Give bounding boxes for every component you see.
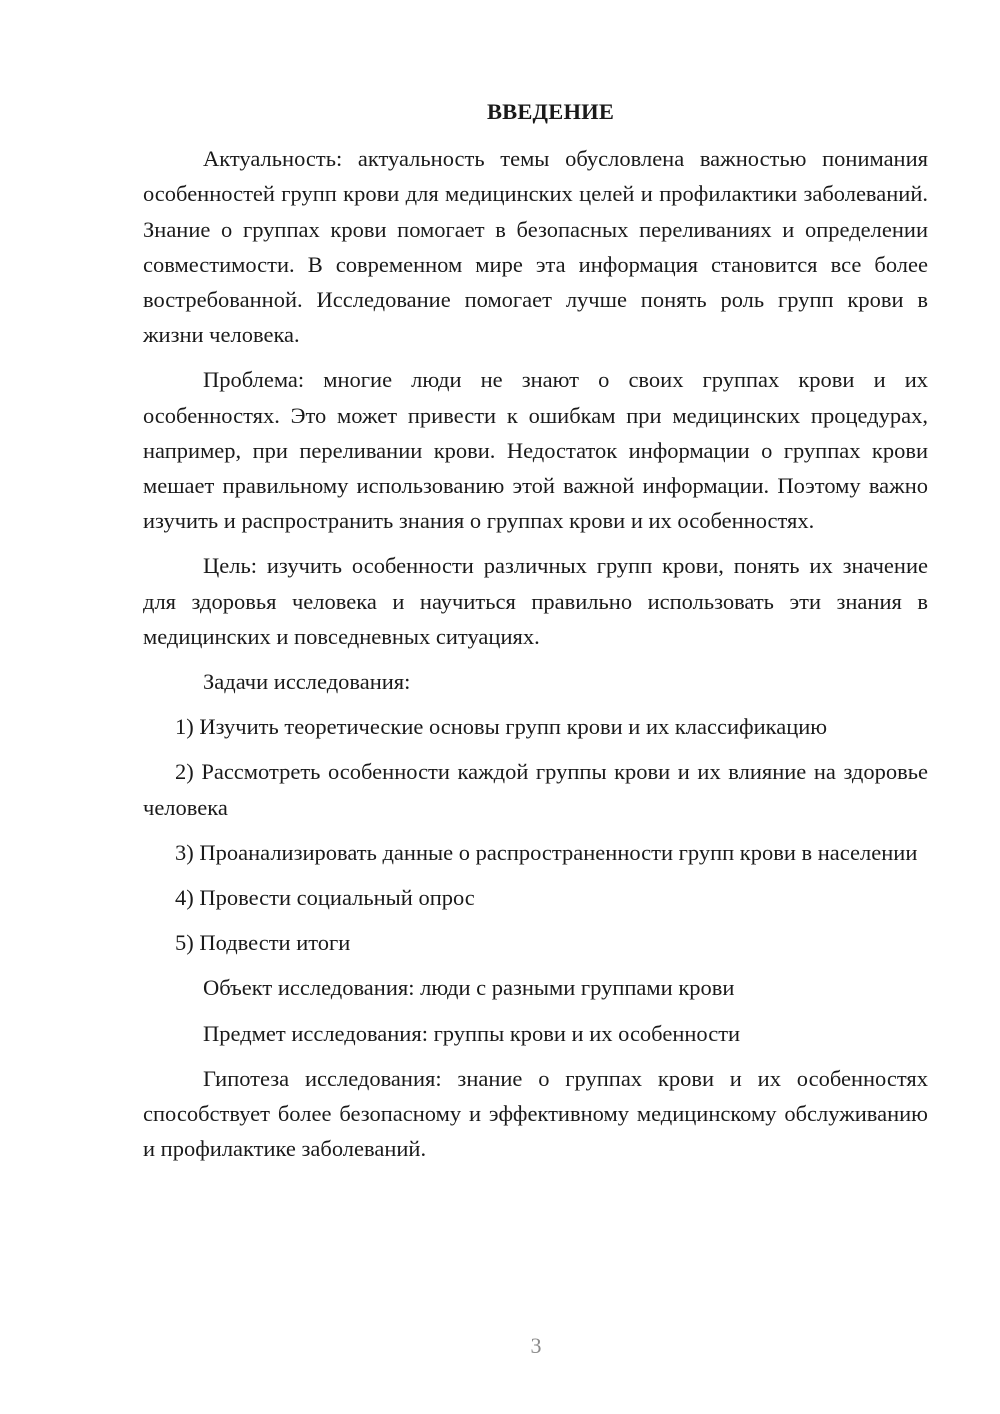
research-hypothesis: Гипотеза исследования: знание о группах крови и их особенностях способствует более безопасному и эффективному медицинскому обслуживанию и профилактике заболеваний. [143, 1065, 928, 1162]
task-item: 2) Рассмотреть особенности каждой группы крови и их влияние на здоровье человека [143, 759, 928, 820]
goal-paragraph: Цель: изучить особенности различных групп крови, понять их значение для здоровья человека и научиться правильно использовать эти знания в медицинских и повседневных ситуациях. [143, 553, 928, 649]
task-item: 3) Проанализировать данные о распространенности групп крови в населении [175, 839, 918, 865]
task-item: 1) Изучить теоретические основы групп крови и их классификацию [175, 714, 828, 740]
research-object: Объект исследования: люди с разными группами крови [203, 975, 735, 1001]
relevance-paragraph: Актуальность: актуальность темы обусловлена важностью понимания особенностей групп крови для медицинских целей и профилактики заболеваний. Знание о группах крови помогает в безопасных переливаниях и определении совместимости. В современном мире эта информация становится все более востребованной. Исследование помогает лучше понять роль групп крови в жизни человека. [143, 146, 928, 348]
research-subject: Предмет исследования: группы крови и их особенности [203, 1020, 741, 1046]
document-page [143, 94, 928, 1176]
task-item: 4) Провести социальный опрос [175, 885, 475, 911]
task-item: 5) Подвести итоги [175, 930, 351, 956]
problem-paragraph: Проблема: многие люди не знают о своих группах крови и их особенностях. Это может привести к ошибкам при медицинских процедурах, например, при переливании крови. Недостаток информации о группах крови мешает правильному использованию этой важной информации. Поэтому важно изучить и распространить знания о группах крови и их особенностях. [143, 367, 928, 534]
section-title: ВВЕДЕНИЕ [486, 99, 615, 124]
tasks-heading: Задачи исследования: [203, 669, 411, 695]
page-number: 3 [530, 1333, 542, 1358]
